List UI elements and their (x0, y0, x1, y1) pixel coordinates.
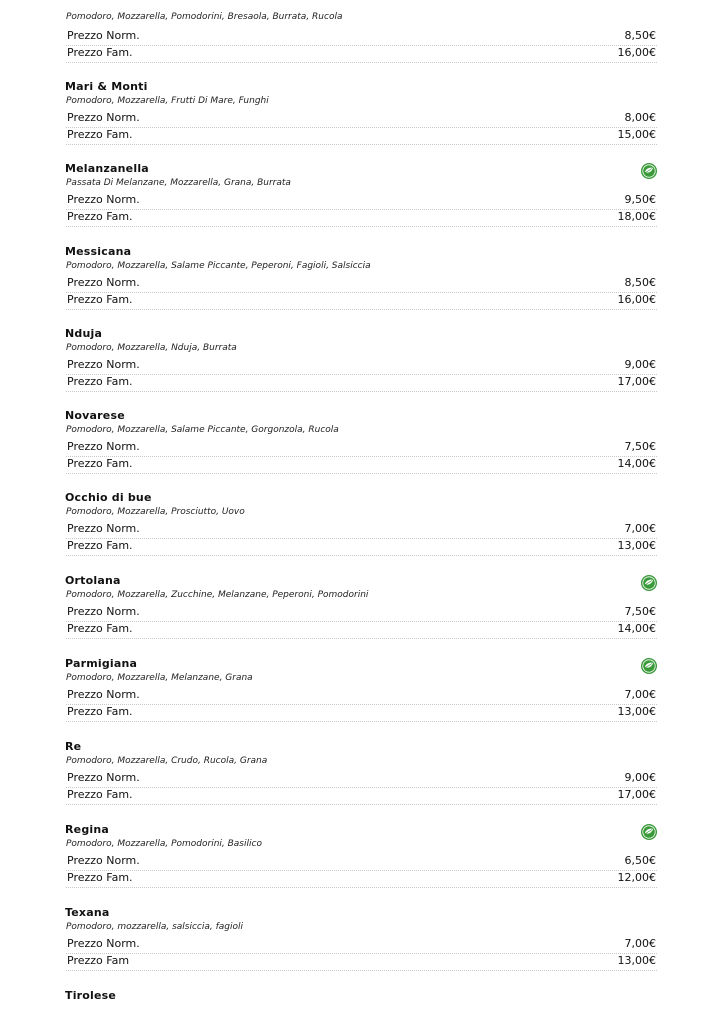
menu-item (0, 657, 724, 747)
menu-item (0, 80, 724, 170)
item-name: Mari & Monti (65, 80, 148, 93)
item-name: Nduja (65, 327, 103, 340)
price-label: Prezzo Norm. (67, 605, 140, 618)
price-value: 17,00€ (617, 788, 656, 801)
menu-item (0, 491, 724, 581)
price-row (66, 604, 657, 622)
price-label: Prezzo Fam. (67, 210, 133, 223)
price-value: 7,00€ (624, 522, 656, 535)
price-value: 7,50€ (624, 605, 656, 618)
price-label: Prezzo Fam. (67, 457, 133, 470)
price-row (66, 275, 657, 293)
price-value: 9,00€ (624, 358, 656, 371)
vegetarian-leaf-icon (640, 574, 658, 592)
menu-item (0, 245, 724, 335)
price-row (66, 192, 657, 210)
price-label: Prezzo Fam. (67, 539, 133, 552)
price-value: 15,00€ (617, 128, 656, 141)
menu-item (0, 906, 724, 996)
item-name: Parmigiana (65, 657, 138, 670)
price-label: Prezzo Norm. (67, 937, 140, 950)
price-label: Prezzo Norm. (67, 688, 140, 701)
price-value: 6,50€ (624, 854, 656, 867)
price-row (66, 456, 657, 474)
item-ingredients: Pomodoro, Mozzarella, Salame Piccante, Peperoni, Fagioli, Salsiccia (66, 261, 371, 271)
price-row (66, 374, 657, 392)
menu-item (0, 740, 724, 830)
price-value: 12,00€ (617, 871, 656, 884)
price-label: Prezzo Norm. (67, 440, 140, 453)
price-label: Prezzo Norm. (67, 854, 140, 867)
price-label: Prezzo Fam. (67, 375, 133, 388)
item-name: Messicana (65, 245, 132, 258)
price-value: 16,00€ (617, 293, 656, 306)
menu-item (0, 162, 724, 252)
item-ingredients: Pomodoro, Mozzarella, Pomodorini, Basilico (66, 839, 262, 849)
price-row (66, 45, 657, 63)
item-ingredients: Pomodoro, Mozzarella, Frutti Di Mare, Funghi (66, 96, 269, 106)
price-value: 13,00€ (617, 954, 656, 967)
price-row (66, 357, 657, 375)
price-value: 7,00€ (624, 937, 656, 950)
price-row (66, 439, 657, 457)
item-ingredients: Passata Di Melanzane, Mozzarella, Grana, Burrata (66, 178, 291, 188)
price-label: Prezzo Fam. (67, 871, 133, 884)
item-ingredients: Pomodoro, Mozzarella, Zucchine, Melanzane, Peperoni, Pomodorini (66, 590, 369, 600)
price-row (66, 538, 657, 556)
price-value: 14,00€ (617, 622, 656, 635)
price-label: Prezzo Norm. (67, 522, 140, 535)
price-label: Prezzo Fam. (67, 293, 133, 306)
vegetarian-leaf-icon (640, 162, 658, 180)
menu-item (0, 409, 724, 499)
price-row (66, 110, 657, 128)
price-value: 8,00€ (624, 111, 656, 124)
price-row (66, 687, 657, 705)
menu-item (0, 823, 724, 913)
price-value: 14,00€ (617, 457, 656, 470)
price-value: 7,50€ (624, 440, 656, 453)
price-row (66, 621, 657, 639)
item-name: Regina (65, 823, 110, 836)
vegetarian-leaf-icon (640, 823, 658, 841)
price-row (66, 853, 657, 871)
price-row (66, 936, 657, 954)
price-label: Prezzo Norm. (67, 29, 140, 42)
price-label: Prezzo Norm. (67, 193, 140, 206)
price-row (66, 953, 657, 971)
price-value: 13,00€ (617, 539, 656, 552)
price-label: Prezzo Norm. (67, 276, 140, 289)
price-label: Prezzo Fam. (67, 788, 133, 801)
price-value: 13,00€ (617, 705, 656, 718)
item-name: Re (65, 740, 82, 753)
price-row (66, 770, 657, 788)
item-ingredients: Pomodoro, mozzarella, salsiccia, fagioli (66, 922, 243, 932)
item-name: Ortolana (65, 574, 121, 587)
price-value: 7,00€ (624, 688, 656, 701)
item-ingredients: Pomodoro, Mozzarella, Salame Piccante, Gorgonzola, Rucola (66, 425, 339, 435)
menu-item (0, 327, 724, 417)
vegetarian-leaf-icon (640, 657, 658, 675)
item-name: Occhio di bue (65, 491, 152, 504)
price-label: Prezzo Fam. (67, 622, 133, 635)
price-value: 9,00€ (624, 771, 656, 784)
price-row (66, 28, 657, 46)
price-label: Prezzo Fam. (67, 705, 133, 718)
price-value: 17,00€ (617, 375, 656, 388)
item-name: Melanzanella (65, 162, 149, 175)
item-ingredients: Pomodoro, Mozzarella, Crudo, Rucola, Grana (66, 756, 268, 766)
price-label: Prezzo Norm. (67, 358, 140, 371)
price-label: Prezzo Fam. (67, 46, 133, 59)
price-row (66, 292, 657, 310)
price-row (66, 209, 657, 227)
price-value: 9,50€ (624, 193, 656, 206)
price-row (66, 870, 657, 888)
price-label: Prezzo Norm. (67, 111, 140, 124)
price-value: 8,50€ (624, 29, 656, 42)
item-ingredients: Pomodoro, Mozzarella, Prosciutto, Uovo (66, 507, 245, 517)
menu-item (0, 574, 724, 664)
item-ingredients: Pomodoro, Mozzarella, Pomodorini, Bresaola, Burrata, Rucola (66, 12, 343, 22)
price-value: 16,00€ (617, 46, 656, 59)
price-label: Prezzo Fam. (67, 128, 133, 141)
price-row (66, 787, 657, 805)
item-name: Texana (65, 906, 110, 919)
item-name: Novarese (65, 409, 125, 422)
price-label: Prezzo Norm. (67, 771, 140, 784)
price-value: 18,00€ (617, 210, 656, 223)
price-value: 8,50€ (624, 276, 656, 289)
item-ingredients: Pomodoro, Mozzarella, Melanzane, Grana (66, 673, 253, 683)
price-row (66, 521, 657, 539)
item-ingredients: Pomodoro, Mozzarella, Nduja, Burrata (66, 343, 237, 353)
price-row (66, 704, 657, 722)
item-name: Tirolese (65, 989, 117, 1002)
price-row (66, 127, 657, 145)
price-label: Prezzo Fam (67, 954, 130, 967)
